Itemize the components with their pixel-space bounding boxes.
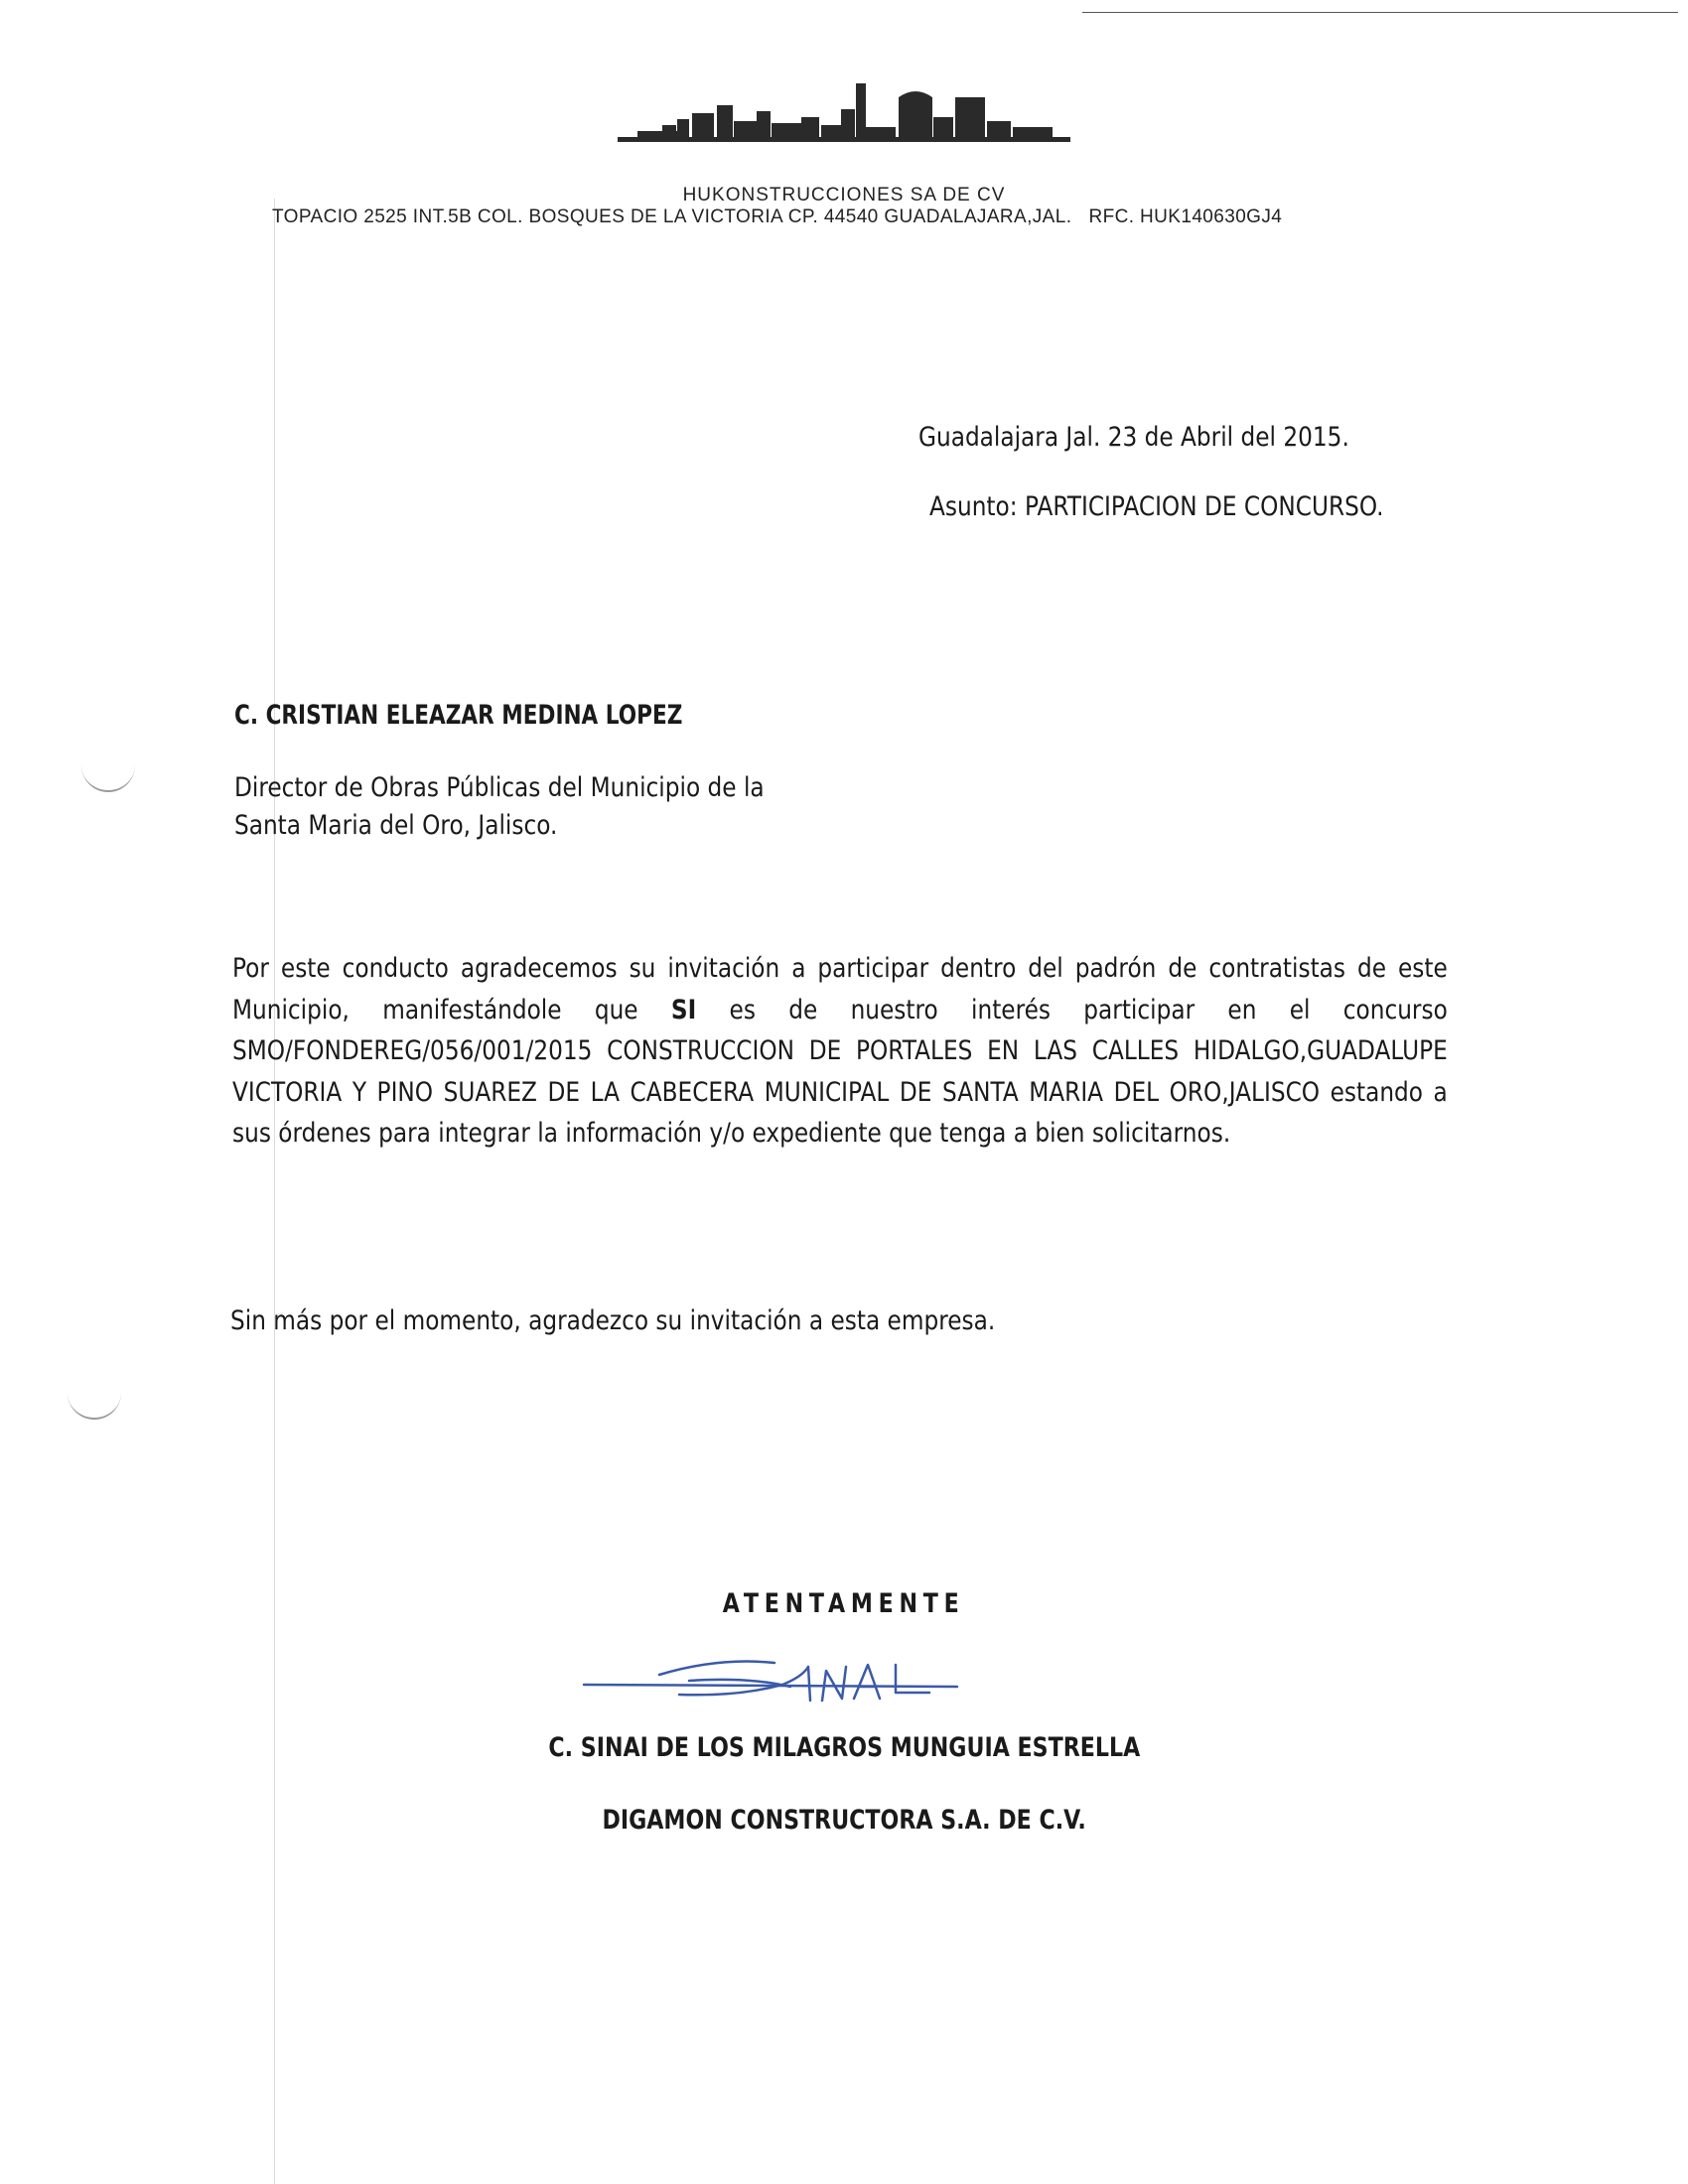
letterhead-address-line (272, 206, 1282, 228)
body-text: es de nuestro interés participar en el concurso SMO/FONDEREG/056/001/2015 CONSTRUCCION DE PORTALES EN LAS CALLES HIDALGO,GUADALUPE VICTORIA Y PINO SUAREZ DE LA CABECERA MUNICIPAL DE SANTA MARIA DEL ORO,JALISCO estando a sus órdenes para integrar la información y/o expediente que tenga a bien solicitarnos. (232, 994, 1448, 1150)
scan-edge-line (1082, 12, 1678, 13)
sign-off-text: ATENTAMENTE (723, 1588, 965, 1619)
letter-date: Guadalajara Jal. 23 de Abril del 2015. (918, 422, 1349, 453)
subject-value: PARTICIPACION DE CONCURSO. (1024, 491, 1384, 522)
recipient-title-line: Santa Maria del Oro, Jalisco. (234, 810, 558, 841)
handwritten-signature (580, 1643, 977, 1722)
letter-subject (929, 491, 1384, 522)
body-text: Por este conducto agradecemos su invitación a participar dentro del padrón de contratistas de este Municipio, manifestándole que (232, 953, 1448, 1025)
signer-company (0, 1805, 1688, 1836)
sign-off (0, 1588, 1688, 1619)
recipient-title (234, 769, 780, 845)
subject-label: Asunto: (929, 491, 1018, 522)
body-emphasis: SI (670, 994, 697, 1025)
signer-name (0, 1732, 1688, 1763)
punch-hole-mark (68, 1384, 121, 1420)
punch-hole-mark (81, 756, 135, 792)
scan-fold-line (274, 199, 275, 2184)
signer-company-text: DIGAMON CONSTRUCTORA S.A. DE C.V. (602, 1805, 1086, 1836)
letterhead-rfc: RFC. HUK140630GJ4 (1088, 206, 1283, 227)
letter-closing: Sin más por el momento, agradezco su invitación a esta empresa. (230, 1305, 996, 1336)
letterhead-company-name: HUKONSTRUCCIONES SA DE CV (682, 185, 1006, 205)
letter-body (232, 948, 1448, 1155)
recipient-title-line: Director de Obras Públicas del Municipio de la (234, 772, 765, 803)
signer-name-text: C. SINAI DE LOS MILAGROS MUNGUIA ESTRELLA (548, 1732, 1140, 1763)
letterhead-address: TOPACIO 2525 INT.5B COL. BOSQUES DE LA VICTORIA CP. 44540 GUADALAJARA,JAL. (272, 206, 1072, 227)
recipient-name: C. CRISTIAN ELEAZAR MEDINA LOPEZ (234, 700, 683, 731)
city-skyline-icon (618, 81, 1070, 145)
